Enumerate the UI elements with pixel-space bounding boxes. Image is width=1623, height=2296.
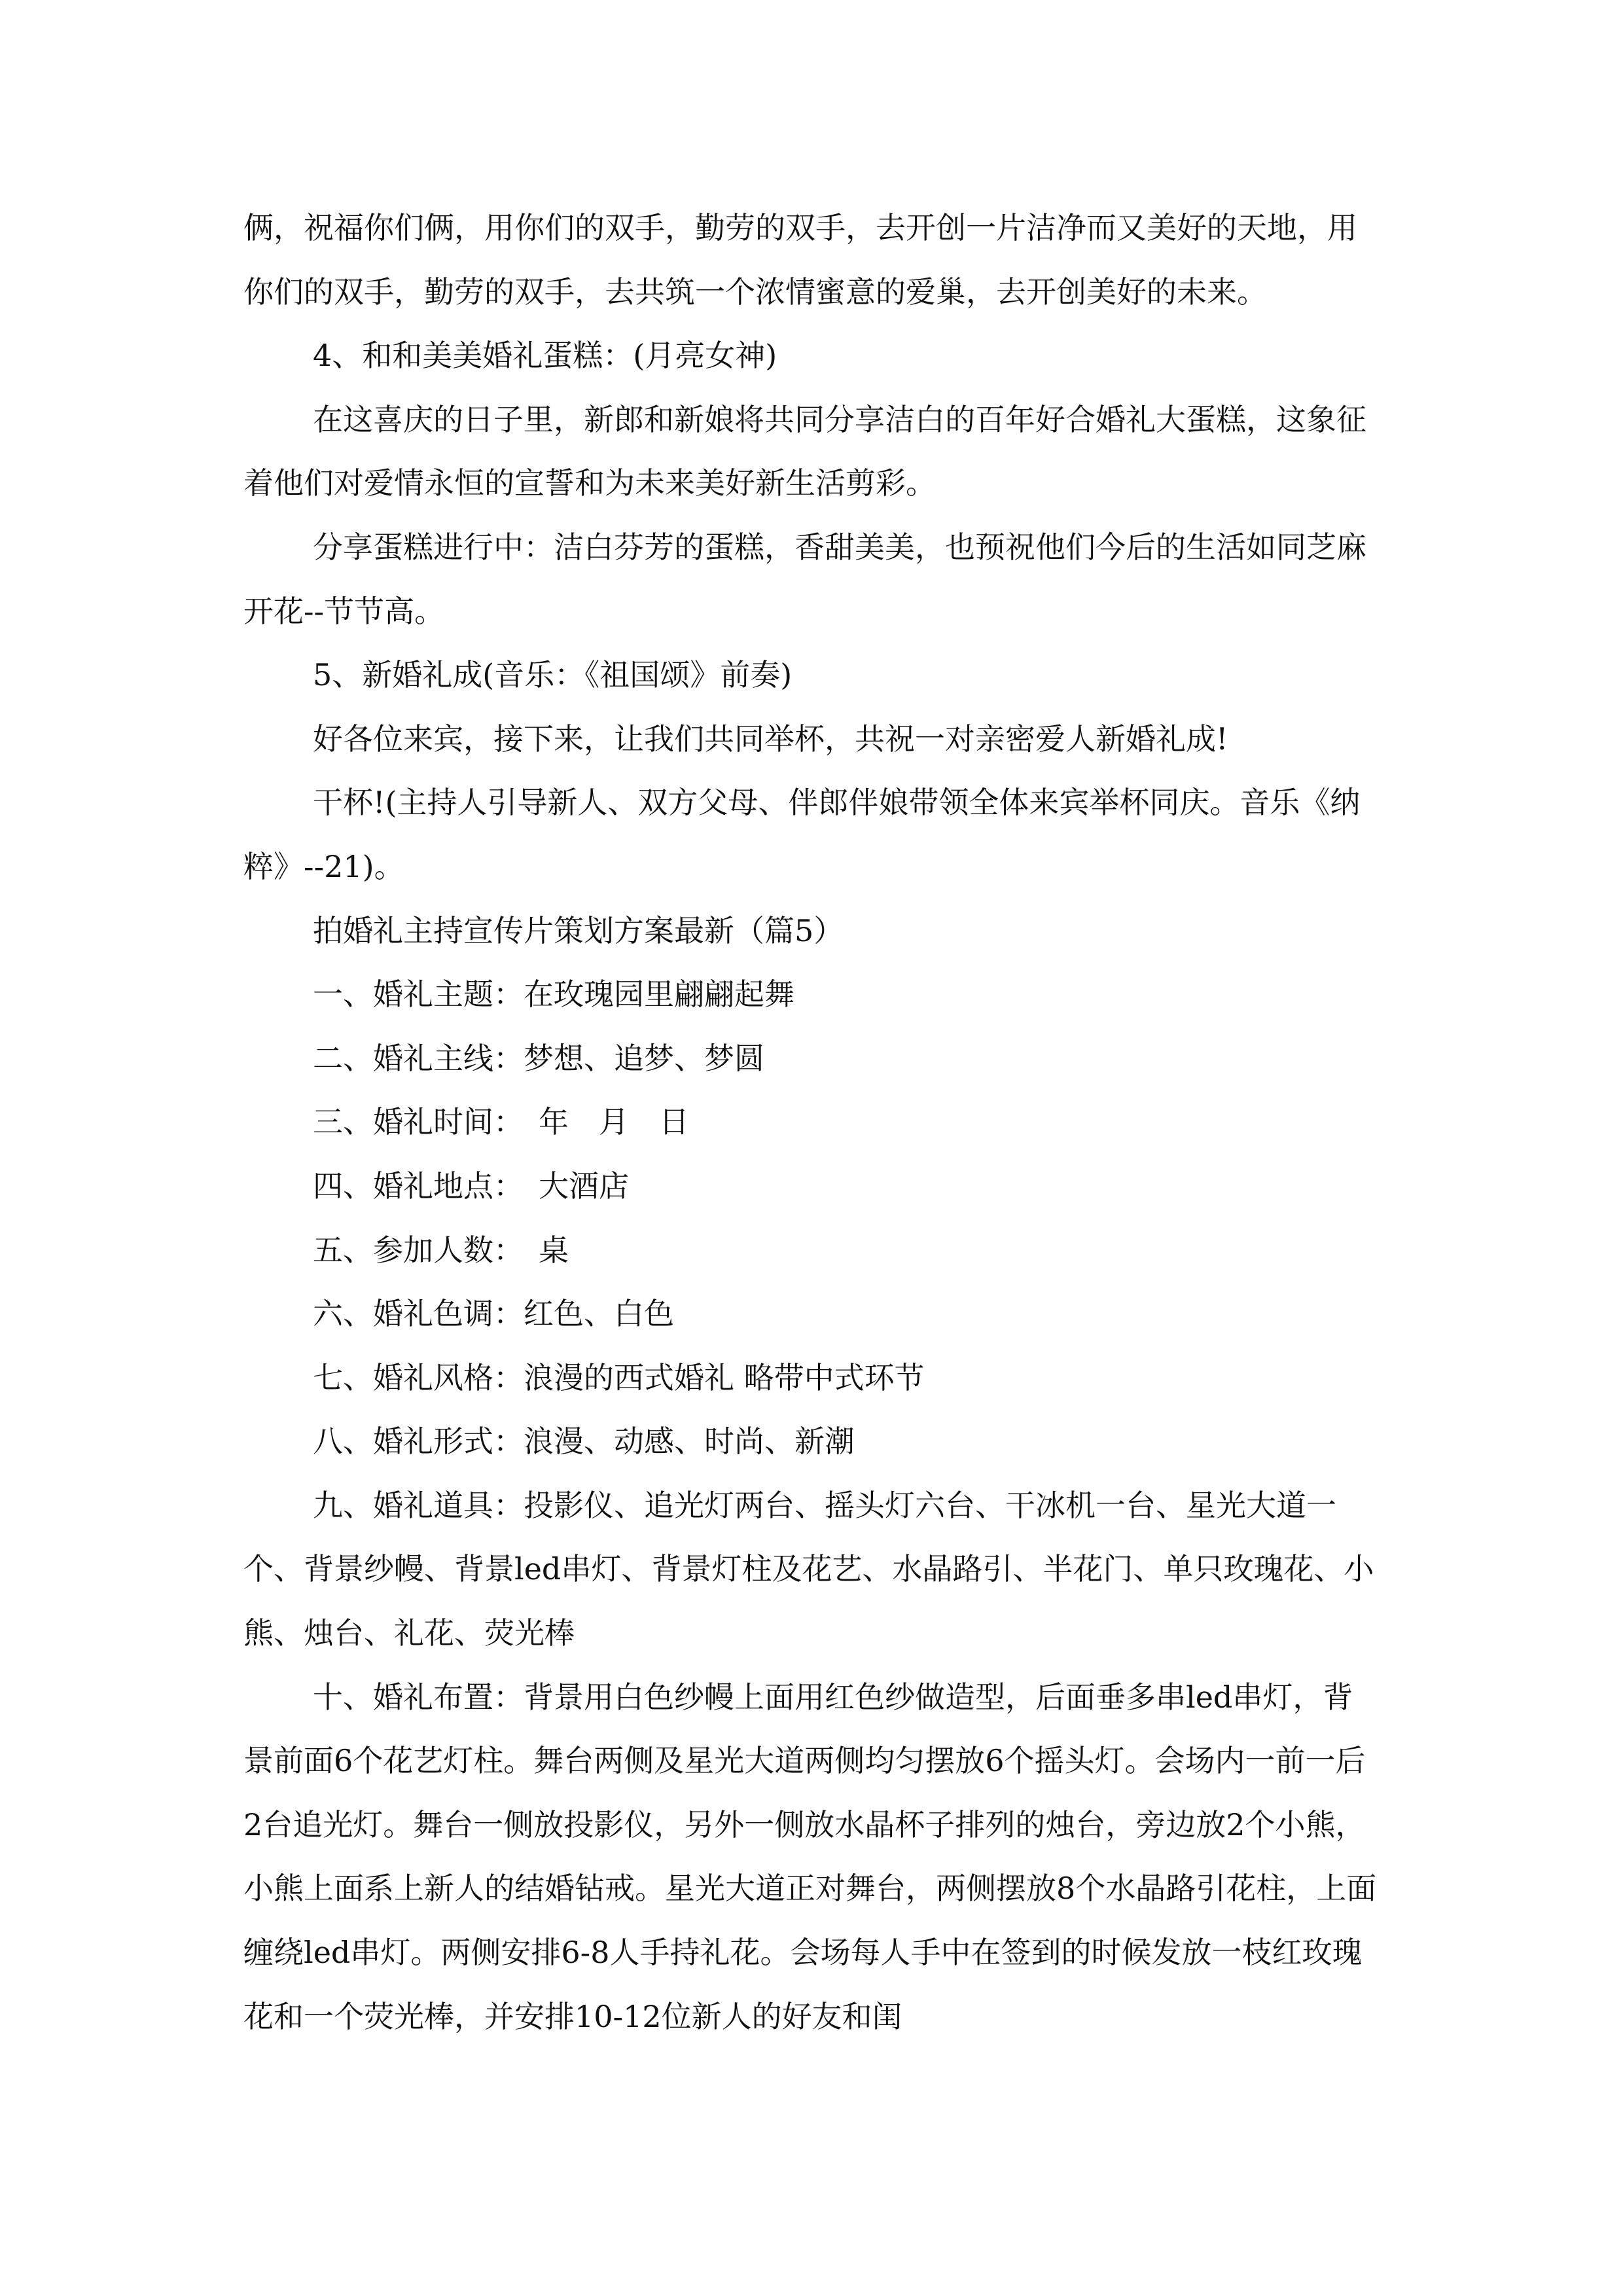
item-wedding-colors: 六、婚礼色调：红色、白色 — [313, 1296, 674, 1332]
item-wedding-form: 八、婚礼形式：浪漫、动感、时尚、新潮 — [313, 1424, 855, 1460]
paragraph-blessing-continued: 俩，祝福你们俩，用你们的双手，勤劳的双手，去开创一片洁净而又美好的天地，用你们的双手，勤劳的双手，去共筑一个浓情蜜意的爱巢，去开创美好的未来。 — [243, 210, 1357, 310]
item-wedding-time: 三、婚礼时间： 年 月 日 — [313, 1104, 689, 1140]
item-wedding-mainline: 二、婚礼主线：梦想、追梦、梦圆 — [313, 1040, 764, 1076]
document-page — [243, 196, 1382, 2049]
paragraph-cake-description: 在这喜庆的日子里，新郎和新娘将共同分享洁白的百年好合婚礼大蛋糕，这象征着他们对爱情永恒的宣誓和为未来美好新生活剪彩。 — [243, 401, 1366, 501]
item-wedding-venue: 四、婚礼地点： 大酒店 — [313, 1168, 629, 1204]
item-wedding-layout: 十、婚礼布置：背景用白色纱幔上面用红色纱做造型，后面垂多串led串灯，背景前面6个花艺灯柱。舞台两侧及星光大道两侧均匀摆放6个摇头灯。会场内一前一后2台追光灯。舞台一侧放投影仪，另外一侧放水晶杯子排列的烛台，旁边放2个小熊，小熊上面系上新人的结婚钻戒。星光大道正对舞台，两侧摆放8个水晶路引花柱，上面缠绕led串灯。两侧安排6-8人手持礼花。会场每人手中在签到的时候发放一枝红玫瑰花和一个荧光棒，并安排10-12位新人的好友和闺 — [243, 1679, 1377, 2034]
paragraph-toast-invite: 好各位来宾，接下来，让我们共同举杯，共祝一对亲密爱人新婚礼成! — [313, 721, 1228, 757]
paragraph-cheers: 干杯!(主持人引导新人、双方父母、伴郎伴娘带领全体来宾举杯同庆。音乐《纳粹》--21)。 — [243, 785, 1361, 884]
section-title-plan-5: 拍婚礼主持宣传片策划方案最新（篇5） — [313, 912, 844, 948]
paragraph-cake-sharing: 分享蛋糕进行中：洁白芬芳的蛋糕，香甜美美，也预祝他们今后的生活如同芝麻开花--节节高。 — [243, 529, 1366, 629]
paragraph-ceremony-heading: 5、新婚礼成(音乐：《祖国颂》前奏) — [313, 657, 793, 693]
item-wedding-style: 七、婚礼风格：浪漫的西式婚礼 略带中式环节 — [313, 1359, 925, 1395]
paragraph-cake-heading: 4、和和美美婚礼蛋糕：(月亮女神) — [313, 338, 777, 374]
item-wedding-props: 九、婚礼道具：投影仪、追光灯两台、摇头灯六台、干冰机一台、星光大道一个、背景纱幔、背景led串灯、背景灯柱及花艺、水晶路引、半花门、单只玫瑰花、小熊、烛台、礼花、荧光棒 — [243, 1487, 1374, 1651]
item-guest-count: 五、参加人数： 桌 — [313, 1232, 569, 1268]
item-wedding-theme: 一、婚礼主题：在玫瑰园里翩翩起舞 — [313, 977, 794, 1013]
